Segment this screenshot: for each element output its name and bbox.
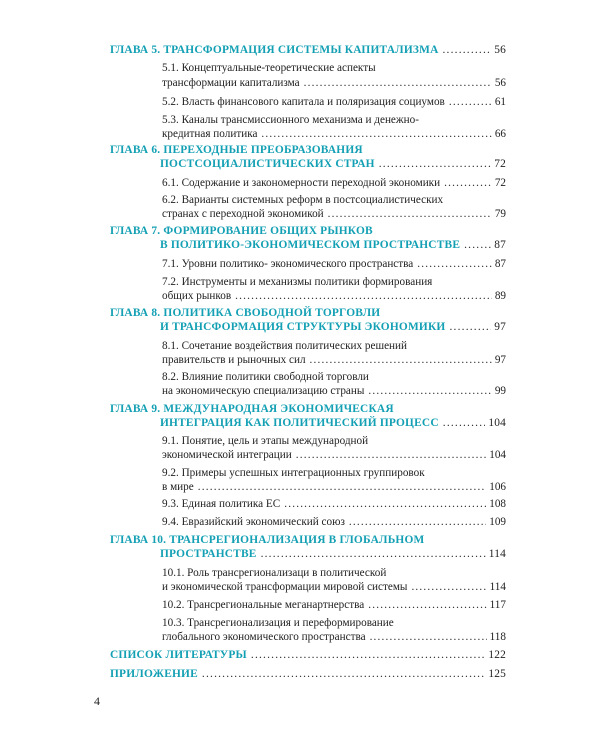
leader-dots	[198, 480, 487, 494]
chapter-title: В ПОЛИТИКО-ЭКОНОМИЧЕСКОМ ПРОСТРАНСТВЕ	[160, 239, 461, 251]
page-number: 108	[489, 498, 506, 510]
leader-dots	[370, 630, 487, 644]
section-title: общих рынков	[162, 290, 232, 302]
chapter-title-line: ГЛАВА 9. МЕЖДУНАРОДНАЯ ЭКОНОМИЧЕСКАЯ	[110, 403, 394, 415]
section-line: 6.2. Варианты системных реформ в постсоциалистических	[162, 194, 444, 206]
page-footer-number: 4	[94, 694, 100, 708]
page-number: 97	[494, 321, 506, 333]
toc-chapter-7[interactable]	[160, 238, 506, 252]
references-title: СПИСОК ЛИТЕРАТУРЫ	[110, 649, 247, 661]
page-number: 99	[494, 385, 506, 397]
leader-dots	[304, 76, 492, 90]
section-title: 5.2. Власть финансового капитала и поляризация социумов	[162, 96, 445, 108]
toc-section-10-2[interactable]	[162, 598, 506, 612]
toc-section-9-1[interactable]	[162, 448, 506, 462]
toc-section-10-1[interactable]	[162, 580, 506, 594]
toc-chapter-6[interactable]	[160, 157, 506, 171]
leader-dots	[443, 43, 492, 57]
section-title: правительств и рыночных сил	[162, 354, 306, 366]
section-line: 5.1. Концептуальные-теоретические аспекты	[162, 62, 376, 74]
leader-dots	[368, 384, 491, 398]
page-number: 72	[494, 177, 506, 189]
page-number: 87	[494, 239, 506, 251]
page-number: 106	[489, 481, 506, 493]
toc-section-5-3[interactable]	[162, 127, 506, 141]
toc-section-6-2[interactable]	[162, 207, 506, 221]
section-title: 9.4. Евразийский экономический союз	[162, 516, 345, 528]
leader-dots	[328, 207, 492, 221]
section-line: 8.1. Сочетание воздействия политических решений	[162, 340, 408, 352]
section-title: 10.2. Трансрегиональные меганартнерства	[162, 599, 365, 611]
leader-dots	[368, 598, 486, 612]
chapter-title-line: ГЛАВА 7. ФОРМИРОВАНИЕ ОБЩИХ РЫНКОВ	[110, 225, 373, 237]
page-number: 66	[494, 128, 506, 140]
leader-dots	[202, 667, 485, 681]
chapter-title-line: ГЛАВА 10. ТРАНСРЕГИОНАЛИЗАЦИЯ В ГЛОБАЛЬНОМ	[110, 534, 425, 546]
toc-section-9-2[interactable]	[162, 480, 506, 494]
appendix-title: ПРИЛОЖЕНИЕ	[110, 668, 198, 680]
section-line: 7.2. Инструменты и механизмы политики формирования	[162, 276, 433, 288]
page-number: 114	[489, 581, 506, 593]
section-title: и экономической трансформации мировой системы	[162, 581, 408, 593]
section-line: 8.2. Влияние политики свободной торговли	[162, 371, 369, 383]
toc-section-10-3[interactable]	[162, 630, 506, 644]
page-number: 56	[494, 44, 506, 56]
toc-chapter-8[interactable]	[160, 320, 506, 334]
leader-dots	[261, 547, 486, 561]
section-title: 7.1. Уровни политико- экономического пространства	[162, 258, 414, 270]
page-number: 109	[489, 516, 506, 528]
chapter-title: ГЛАВА 5. ТРАНСФОРМАЦИЯ СИСТЕМЫ КАПИТАЛИЗМА	[110, 44, 439, 56]
section-title: кредитная политика	[162, 128, 258, 140]
page-number: 97	[494, 354, 506, 366]
page-number: 89	[494, 290, 506, 302]
section-title: на экономическую специализацию страны	[162, 385, 365, 397]
leader-dots	[379, 157, 491, 171]
page-number: 104	[489, 449, 506, 461]
toc-appendix[interactable]	[110, 667, 506, 681]
leader-dots	[449, 95, 492, 109]
section-title: 9.3. Единая политика ЕС	[162, 498, 281, 510]
section-title: трансформации капитализма	[162, 77, 300, 89]
leader-dots	[349, 515, 486, 529]
toc-section-9-3[interactable]	[162, 497, 506, 511]
chapter-title-line: ГЛАВА 8. ПОЛИТИКА СВОБОДНОЙ ТОРГОВЛИ	[110, 307, 381, 319]
leader-dots	[284, 497, 486, 511]
section-title: странах с переходной экономикой	[162, 208, 324, 220]
leader-dots	[464, 238, 491, 252]
leader-dots	[444, 176, 492, 190]
toc-section-8-2[interactable]	[162, 384, 506, 398]
section-line: 5.3. Каналы трансмиссионного механизма и денежно-	[162, 114, 419, 126]
page-number: 122	[488, 649, 506, 661]
toc-section-6-1[interactable]	[162, 176, 506, 190]
toc-chapter-10[interactable]	[160, 547, 506, 561]
page-number: 118	[489, 631, 506, 643]
page-number: 72	[494, 158, 506, 170]
leader-dots	[411, 580, 486, 594]
toc-references[interactable]	[110, 648, 506, 662]
page-number: 79	[494, 208, 506, 220]
section-title: 6.1. Содержание и закономерности переходной экономики	[162, 177, 441, 189]
page-number: 125	[488, 668, 506, 680]
leader-dots	[443, 416, 486, 430]
chapter-title: ИНТЕГРАЦИЯ КАК ПОЛИТИЧЕСКИЙ ПРОЦЕСС	[160, 417, 439, 429]
chapter-title: И ТРАНСФОРМАЦИЯ СТРУКТУРЫ ЭКОНОМИКИ	[160, 321, 446, 333]
chapter-title: ПОСТСОЦИАЛИСТИЧЕСКИХ СТРАН	[160, 158, 375, 170]
page-number: 87	[494, 258, 506, 270]
toc-section-7-1[interactable]	[162, 257, 506, 271]
page-number: 117	[489, 599, 506, 611]
chapter-title: ПРОСТРАНСТВЕ	[160, 548, 257, 560]
chapter-title-line: ГЛАВА 6. ПЕРЕХОДНЫЕ ПРЕОБРАЗОВАНИЯ	[110, 144, 363, 156]
section-title: в мире	[162, 481, 194, 493]
toc-section-8-1[interactable]	[162, 353, 506, 367]
leader-dots	[251, 648, 485, 662]
toc-section-5-1[interactable]	[162, 76, 506, 90]
toc-section-9-4[interactable]	[162, 515, 506, 529]
toc-chapter-9[interactable]	[160, 416, 506, 430]
leader-dots	[450, 320, 492, 334]
section-line: 10.1. Роль трансрегионализаци в политической	[162, 567, 387, 579]
page-number: 56	[494, 77, 506, 89]
toc-chapter-5[interactable]	[110, 43, 506, 57]
leader-dots	[417, 257, 492, 271]
section-line: 10.3. Трансрегионализация и переформирование	[162, 617, 394, 629]
leader-dots	[261, 127, 491, 141]
page-number: 104	[488, 417, 506, 429]
page-number: 114	[488, 548, 506, 560]
leader-dots	[235, 289, 492, 303]
toc-section-5-2[interactable]	[162, 95, 506, 109]
leader-dots	[296, 448, 487, 462]
page-number: 61	[494, 96, 506, 108]
section-title: глобального экономического пространства	[162, 631, 366, 643]
section-title: экономической интеграции	[162, 449, 292, 461]
section-line: 9.2. Примеры успешных интеграционных группировок	[162, 467, 425, 479]
leader-dots	[310, 353, 492, 367]
toc-section-7-2[interactable]	[162, 289, 506, 303]
section-line: 9.1. Понятие, цель и этапы международной	[162, 435, 369, 447]
